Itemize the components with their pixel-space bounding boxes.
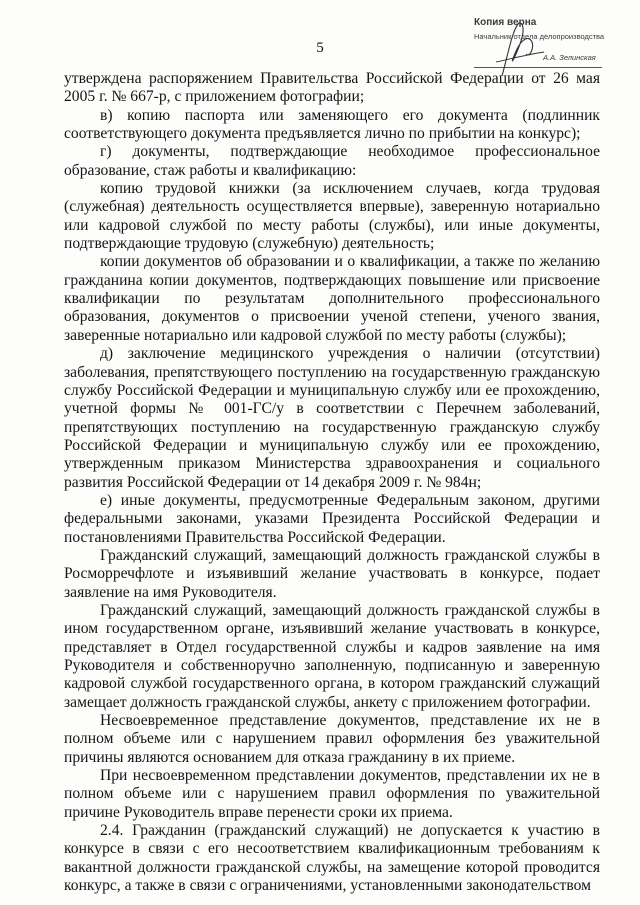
paragraph: утверждена распоряжением Правительства Российской Федерации от 26 мая 2005 г. № 667-р, с приложением фотографии;	[64, 70, 600, 106]
paragraph: 2.4. Гражданин (гражданский служащий) не допускается к участию в конкурсе в связи с его несоответствием квалификационным требованиям к вакантной должности гражданской службы, на замещение которой проводится конкурс, а также в связи с ограничениями, установленными законодательством	[64, 822, 600, 895]
paragraph: Гражданский служащий, замещающий должность гражданской службы в Росморречфлоте и изъявивший желание участвовать в конкурсе, подает заявление на имя Руководителя.	[64, 546, 600, 601]
stamp-title: Копия верна	[474, 17, 537, 28]
certification-stamp	[474, 14, 624, 74]
stamp-name: А.А. Зелинская	[543, 53, 596, 62]
paragraph: При несвоевременном представлении документов, представлении их не в полном объеме или с нарушением правил оформления по уважительной причине Руководитель вправе перенести сроки их приема.	[64, 767, 600, 821]
paragraph: Гражданский служащий, замещающий должность гражданской службы в ином государственном органе, изъявивший желание участвовать в конкурсе, представляет в Отдел государственной службы и кадров заявление на имя Руководителя и собственноручно заполненную, подписанную и заверенную кадровой службой государственного органа, в котором гражданский служащий замещает должность гражданской службы, анкету с приложением фотографии.	[64, 601, 600, 711]
paragraph: копии документов об образовании и о квалификации, а также по желанию гражданина копии документов, подтверждающих повышение или присвоение квалификации по результатам дополнительного профессионального образования, документов о присвоении ученой степени, ученого звания, заверенные нотариально или кадровой службой по месту работы (службы);	[64, 253, 600, 344]
paragraph: д) заключение медицинского учреждения о наличии (отсутствии) заболевания, препятствующего поступлению на государственную гражданскую службу Российской Федерации и муниципальную службу или ее прохождению, учетной формы № 001-ГС/у в соответствии с Перечнем заболеваний, препятствующих поступлению на государственную гражданскую службу Российской Федерации и муниципальную службу или ее прохождению, утвержденным приказом Министерства здравоохранения и социального развития Российской Федерации от 14 декабря 2009 г. № 984н;	[64, 345, 600, 491]
paragraph: Несвоевременное представление документов, представление их не в полном объеме или с нарушением правил оформления без уважительной причины являются основанием для отказа гражданину в их приеме.	[64, 712, 600, 766]
paragraph: в) копию паспорта или заменяющего его документа (подлинник соответствующего документа предъявляется лично по прибытии на конкурс);	[64, 106, 600, 143]
stamp-position: Начальник отдела делопроизводства	[474, 32, 605, 41]
paragraph: е) иные документы, предусмотренные Федеральным законом, другими федеральными законами, указами Президента Российской Федерации и постановлениями Правительства Российской Федерации.	[64, 491, 600, 546]
document-body	[64, 70, 600, 895]
paragraph: копию трудовой книжки (за исключением случаев, когда трудовая (служебная) деятельность осуществляется впервые), заверенную нотариально или кадровой службой по месту работы (службы), или иные документы, подтверждающие трудовую (служебную) деятельность;	[64, 180, 600, 253]
page-number: 5	[316, 40, 324, 56]
handwritten-signature	[474, 14, 624, 76]
paragraph: г) документы, подтверждающие необходимое профессиональное образование, стаж работы и квалификацию:	[64, 143, 600, 179]
